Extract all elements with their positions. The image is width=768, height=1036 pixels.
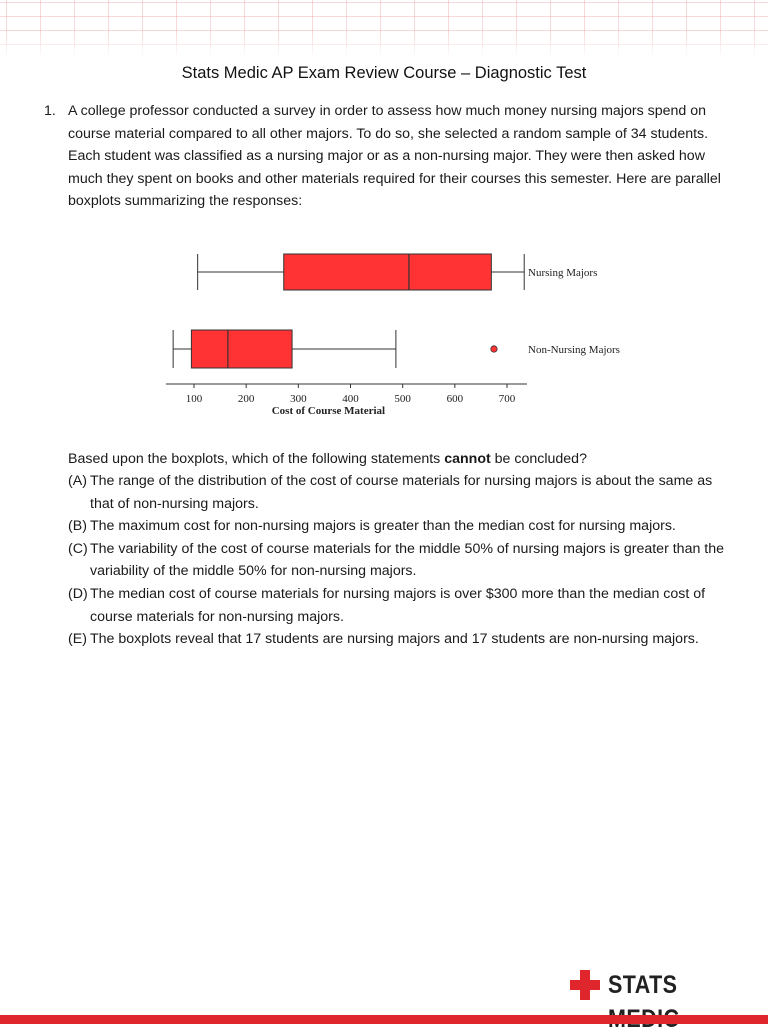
question-text: A college professor conducted a survey in order to assess how much money nursing majors spend on course material compared to all other majors. To do so, she selected a random sample of 34 students. Each student was classified as a nursing major or as a non-nursing major. They were then asked how much they spent on books and other materials required for their courses this semester. Here are parallel boxplots summarizing the responses: [68, 103, 721, 210]
x-tick-label: 100 [185, 393, 203, 405]
boxplot-chart [150, 238, 630, 420]
prompt-bold: cannot [444, 451, 491, 467]
answer-options [68, 470, 738, 651]
option-letter: (E) [68, 631, 87, 648]
stats-medic-logo [570, 968, 750, 1002]
series-label: Non-Nursing Majors [528, 344, 620, 356]
option-letter: (B) [68, 518, 87, 535]
option-d [68, 583, 738, 628]
x-axis-label: Cost of Course Material [271, 405, 386, 417]
footer-accent-bar [0, 1015, 768, 1024]
box-iqr [191, 330, 292, 368]
option-a [68, 470, 738, 515]
box-iqr [284, 254, 492, 290]
option-text: The maximum cost for non-nursing majors is greater than the median cost for nursing majors. [90, 518, 676, 535]
logo-text: STATS [608, 971, 678, 999]
cross-icon [570, 970, 600, 1000]
question-prompt [68, 448, 738, 471]
option-text: The boxplots reveal that 17 students are nursing majors and 17 students are non-nursing majors. [90, 631, 699, 648]
series-label: Nursing Majors [528, 267, 598, 279]
prompt-after: be concluded? [490, 451, 587, 467]
x-tick-label: 500 [394, 393, 411, 405]
boxplot-svg [150, 238, 630, 420]
prompt-before: Based upon the boxplots, which of the following statements [68, 451, 445, 467]
option-text: The median cost of course materials for nursing majors is over $300 more than the median cost of course materials for non-nursing majors. [90, 585, 706, 625]
outlier-point [491, 346, 497, 352]
x-tick-label: 200 [237, 393, 255, 405]
option-c [68, 538, 738, 583]
option-text: The variability of the cost of course materials for the middle 50% of nursing majors is greater than the variability of the middle 50% for non-nursing majors. [90, 540, 725, 580]
x-tick-label: 300 [290, 393, 307, 405]
page-title: Stats Medic AP Exam Review Course – Diagnostic Test [181, 64, 587, 82]
option-letter: (A) [68, 473, 87, 489]
option-b [68, 515, 738, 538]
option-e [68, 628, 738, 651]
option-letter: (C) [68, 540, 88, 557]
grid-fade [0, 0, 768, 58]
x-tick-label: 400 [342, 393, 359, 405]
x-tick-label: 600 [446, 393, 464, 405]
option-letter: (D) [68, 585, 88, 602]
x-tick-label: 700 [498, 393, 516, 405]
option-text: The range of the distribution of the cost of course materials for nursing majors is about the same as that of non-nursing majors. [90, 473, 713, 512]
question-number: 1. [44, 103, 56, 119]
